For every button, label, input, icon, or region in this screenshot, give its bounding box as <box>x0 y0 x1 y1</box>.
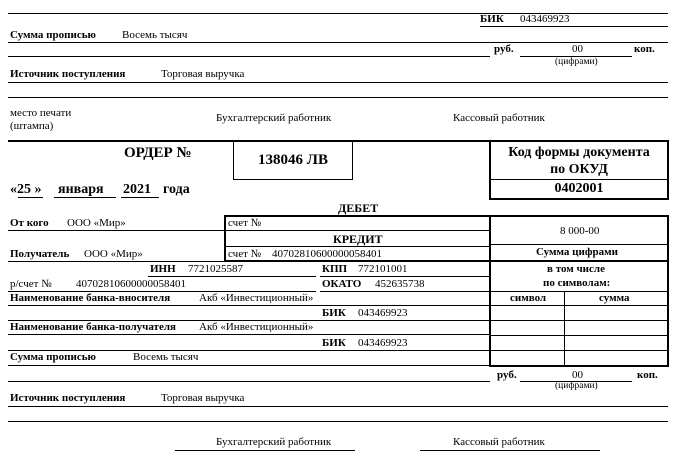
top-accountant: Бухгалтерский работник <box>216 112 332 124</box>
okud-title-2: по ОКУД <box>550 162 608 177</box>
sum-words-underline <box>8 365 490 366</box>
kpp-label: КПП <box>322 263 348 275</box>
stamp-line-2: (штампа) <box>10 120 54 132</box>
inn-value: 7721025587 <box>188 263 243 275</box>
date-day-underline <box>18 197 43 198</box>
credit-account-value: 40702810600000058401 <box>272 248 382 260</box>
sum-words-value: Восемь тысяч <box>133 351 199 363</box>
incl-line-2: по символам: <box>543 277 611 289</box>
symbols-row-rule-3 <box>491 335 667 336</box>
top-cashier: Кассовый работник <box>453 112 545 124</box>
stamp-line-1: место печати <box>10 107 72 119</box>
payer-bank-value: Акб «Инвестиционный» <box>199 292 314 304</box>
accountant-label: Бухгалтерский работник <box>216 436 332 448</box>
credit-rule <box>224 246 491 247</box>
debit-label: ДЕБЕТ <box>338 201 379 215</box>
from-underline <box>8 230 224 231</box>
top-sum-underline <box>8 42 668 43</box>
credit-account-label: счет № <box>228 248 262 260</box>
top-sum-words-value: Восемь тысяч <box>122 29 188 41</box>
top-source-label: Источник поступления <box>10 68 126 80</box>
col-symbol: символ <box>510 292 547 304</box>
top-bik-label: БИК <box>480 13 504 25</box>
top-sum-words-label: Сумма прописью <box>10 29 96 41</box>
recipient-bik-value: 043469923 <box>358 337 408 349</box>
date-year-suffix: года <box>163 182 190 197</box>
source-label: Источник поступления <box>10 392 126 404</box>
date-month: января <box>58 182 104 197</box>
credit-label: КРЕДИТ <box>333 232 383 246</box>
okud-divider <box>491 179 667 180</box>
okato-underline <box>320 291 490 292</box>
top-source-value: Торговая выручка <box>161 68 245 80</box>
rub-line-left <box>8 381 490 382</box>
top-bik-value: 043469923 <box>520 13 570 25</box>
debit-account-label: счет № <box>228 217 262 229</box>
from-value: ООО «Мир» <box>67 217 126 229</box>
top-bik-underline <box>480 26 668 27</box>
col-sum: сумма <box>599 292 630 304</box>
recipient-label: Получатель <box>10 248 70 260</box>
recipient-value: ООО «Мир» <box>84 248 143 260</box>
recipient-bik-label: БИК <box>322 337 346 349</box>
payer-bank-underline <box>8 305 490 306</box>
payer-bank-label: Наименование банка-вносителя <box>10 292 171 304</box>
okud-title-1: Код формы документа <box>508 145 650 160</box>
inn-underline <box>148 276 316 277</box>
kop-label: коп. <box>637 369 658 381</box>
order-number: 138046 ЛВ <box>258 152 328 168</box>
amount-underline <box>491 244 667 245</box>
recipient-bank-label: Наименование банка-получателя <box>10 321 176 333</box>
top-kop-label: коп. <box>634 43 655 55</box>
kpp-value: 772101001 <box>358 263 408 275</box>
date-day: «25 » <box>10 182 42 197</box>
top-rub-value: 00 <box>572 43 583 55</box>
order-number-box <box>233 140 353 180</box>
top-rub-label: руб. <box>494 43 514 55</box>
okato-value: 452635738 <box>375 278 425 290</box>
amount-value: 8 000-00 <box>560 225 600 237</box>
recipient-bank-underline <box>8 334 490 335</box>
recipient-bank-value: Акб «Инвестиционный» <box>199 321 314 333</box>
kpp-underline <box>320 276 490 277</box>
payer-bik-value: 043469923 <box>358 307 408 319</box>
rub-value: 00 <box>572 369 583 381</box>
payer-bik-label: БИК <box>322 307 346 319</box>
top-extra-rule <box>8 97 668 98</box>
debit-account-rule <box>224 230 491 231</box>
symbols-row-rule-2 <box>491 320 667 321</box>
source-value: Торговая выручка <box>161 392 245 404</box>
okato-label: ОКАТО <box>322 278 362 290</box>
top-digits-note: (цифрами) <box>555 57 598 67</box>
rs-label: р/счет № <box>10 278 52 290</box>
okud-box <box>489 140 669 200</box>
from-label: От кого <box>10 217 49 229</box>
date-year-underline <box>121 197 159 198</box>
inn-label: ИНН <box>150 263 176 275</box>
rs-value: 40702810600000058401 <box>76 278 186 290</box>
okud-code: 0402001 <box>554 181 604 196</box>
sum-words-label: Сумма прописью <box>10 351 96 363</box>
symbols-row-rule-1 <box>491 305 667 306</box>
recipient-underline <box>8 261 224 262</box>
date-year: 2021 <box>123 182 151 197</box>
symbols-col-divider <box>564 291 565 365</box>
amount-label: Сумма цифрами <box>536 246 618 258</box>
source-extra-rule <box>8 421 668 422</box>
incl-line-1: в том числе <box>547 263 605 275</box>
top-source-underline <box>8 82 668 83</box>
top-rub-line-left <box>8 56 490 57</box>
cashier-label: Кассовый работник <box>453 436 545 448</box>
accountant-sign-line <box>175 450 355 451</box>
amount-panel-divider <box>491 260 667 262</box>
order-title: ОРДЕР № <box>124 145 192 161</box>
symbols-row-rule-4 <box>491 350 667 351</box>
rub-label: руб. <box>497 369 517 381</box>
source-underline <box>8 406 668 407</box>
cashier-sign-line <box>420 450 600 451</box>
digits-note: (цифрами) <box>555 381 598 391</box>
date-month-underline <box>54 197 116 198</box>
